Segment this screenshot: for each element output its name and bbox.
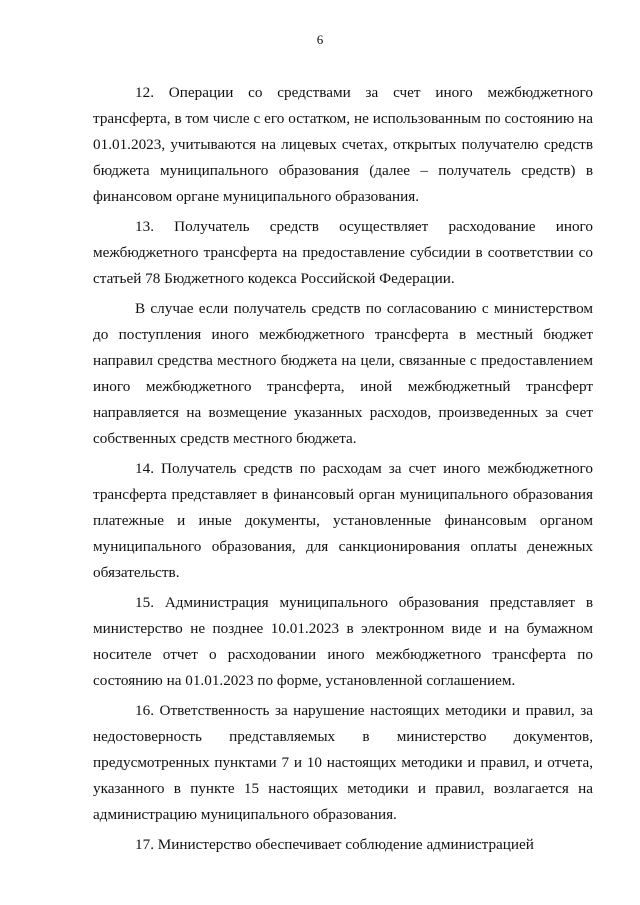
paragraph-13-continued: В случае если получатель средств по согласованию с министерством до поступления иного межбюджетного трансферта в местный бюджет направил средства местного бюджета на цели, связанные с предоставлением иного межбюджетного трансферта, иной межбюджетный трансферт направляется на возмещение указанных расходов, произведенных за счет собственных средств местного бюджета. [93, 300, 593, 447]
paragraph-14: 14. Получатель средств по расходам за счет иного межбюджетного трансферта представляет в финансовый орган муниципального образования платежные и иные документы, установленные финансовым органом муниципального образования, для санкционирования оплаты денежных обязательств. [93, 460, 593, 581]
document-body [93, 80, 593, 862]
paragraph-12: 12. Операции со средствами за счет иного межбюджетного трансферта, в том числе с его остатком, не использованным по состоянию на 01.01.2023, учитываются на лицевых счетах, открытых получателю средств бюджета муниципального образования (далее – получатель средств) в финансовом органе муниципального образования. [93, 84, 593, 205]
page-number: 6 [316, 32, 324, 47]
paragraph-17: 17. Министерство обеспечивает соблюдение администрацией [135, 836, 534, 853]
paragraph-15: 15. Администрация муниципального образования представляет в министерство не позднее 10.01.2023 в электронном виде и на бумажном носителе отчет о расходовании иного межбюджетного трансферта по состоянию на 01.01.2023 по форме, установленной соглашением. [93, 594, 593, 689]
paragraph-13: 13. Получатель средств осуществляет расходование иного межбюджетного трансферта на предоставление субсидии в соответствии со статьей 78 Бюджетного кодекса Российской Федерации. [93, 218, 593, 287]
paragraph-16: 16. Ответственность за нарушение настоящих методики и правил, за недостоверность представляемых в министерство документов, предусмотренных пунктами 7 и 10 настоящих методики и правил, и отчета, указанного в пункте 15 настоящих методики и правил, возлагается на администрацию муниципального образования. [93, 702, 593, 823]
